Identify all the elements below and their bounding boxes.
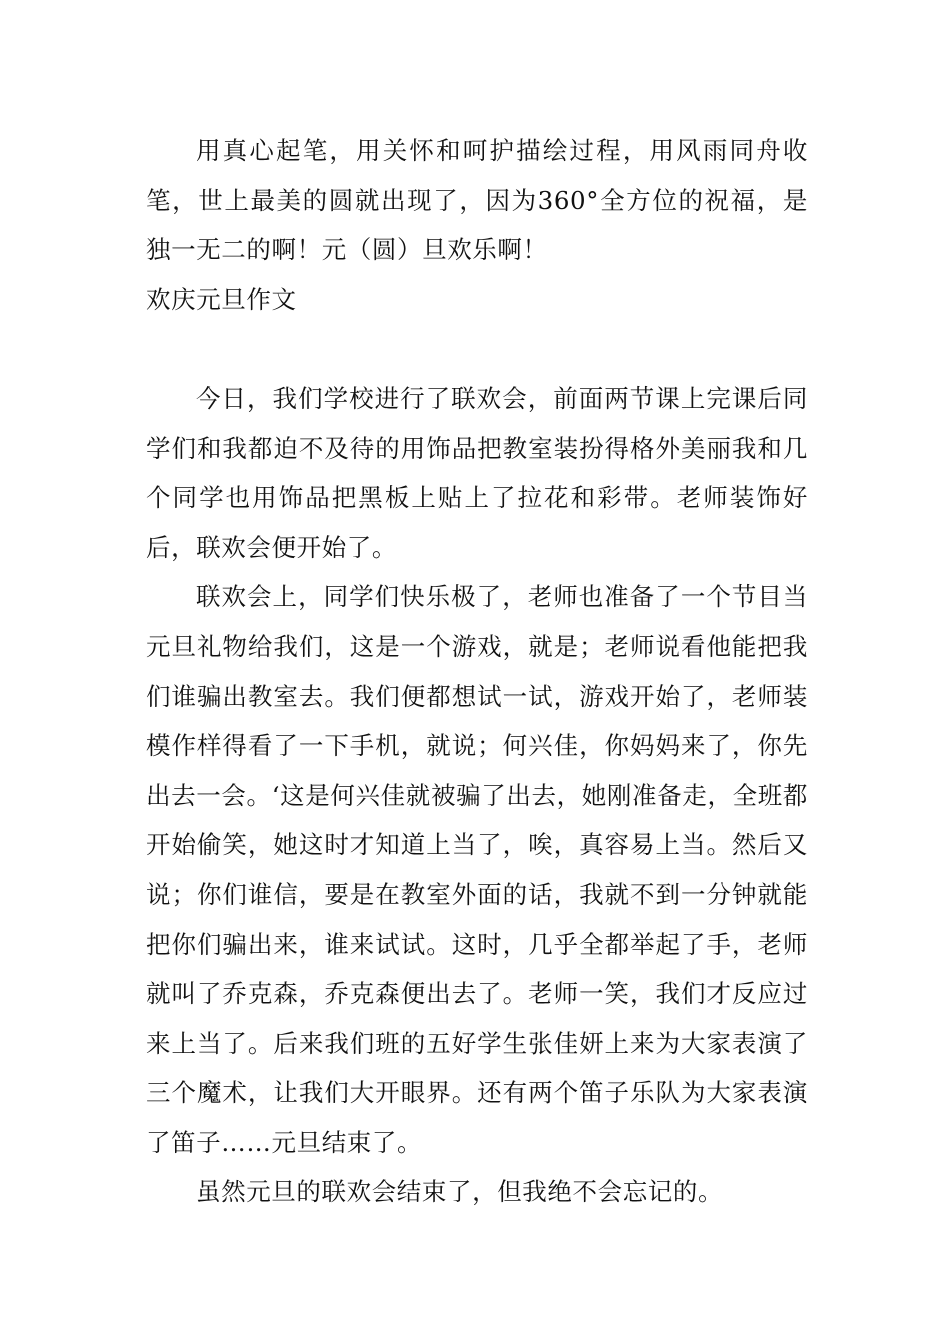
body-paragraph-1: 今日，我们学校进行了联欢会，前面两节课上完课后同学们和我都迫不及待的用饰品把教室装扮得格外美丽我和几个同学也用饰品把黑板上贴上了拉花和彩带。老师装饰好后，联欢会便开始了。 [146,383,808,562]
intro-paragraph: 用真心起笔，用关怀和呵护描绘过程，用风雨同舟收笔，世上最美的圆就出现了，因为360°全方位的祝福，是独一无二的啊！元（圆）旦欢乐啊！ [146,136,808,265]
essay-title: 欢庆元旦作文 [146,284,297,314]
document-page [146,126,808,1217]
body-paragraph-2: 联欢会上，同学们快乐极了，老师也准备了一个节目当元旦礼物给我们，这是一个游戏，就是；老师说看他能把我们谁骗出教室去。我们便都想试一试，游戏开始了，老师装模作样得看了一下手机，就说；何兴佳，你妈妈来了，你先出去一会。‘这是何兴佳就被骗了出去，她刚准备走，全班都开始偷笑，她这时才知道上当了，唉，真容易上当。然后又说；你们谁信，要是在教室外面的话，我就不到一分钟就能把你们骗出来，谁来试试。这时，几乎全都举起了手，老师就叫了乔克森，乔克森便出去了。老师一笑，我们才反应过来上当了。后来我们班的五好学生张佳妍上来为大家表演了三个魔术，让我们大开眼界。还有两个笛子乐队为大家表演了笛子……元旦结束了。 [146,582,808,1157]
body-paragraph-3: 虽然元旦的联欢会结束了，但我绝不会忘记的。 [196,1177,724,1207]
blank-line [146,324,808,374]
